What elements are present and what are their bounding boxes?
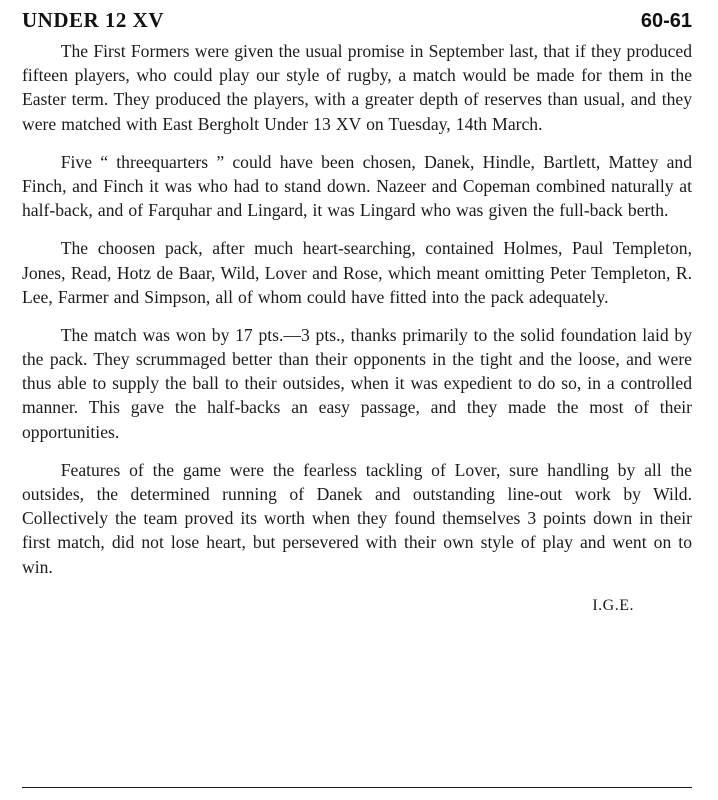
paragraph: The choosen pack, after much heart-searching, contained Holmes, Paul Templeton, Jones, Read, Hotz de Baar, Wild, Lover and Rose, which meant omitting Peter Templeton, R. Lee, Farmer and Simpson, all of whom could have fitted into the pack adequately.	[22, 238, 692, 307]
paragraph: The match was won by 17 pts.—3 pts., thanks primarily to the solid foundation laid by the pack. They scrummaged better than their opponents in the tight and the loose, and were thus able to supply the ball to their outsides, when it was expedient to do so, in a controlled manner. This gave the half-backs an easy passage, and they made the most of their opportunities.	[22, 324, 692, 442]
page-number: 60-61	[640, 10, 692, 32]
paragraph: Features of the game were the fearless tackling of Lover, sure handling by all the outsides, the determined running of Danek and outstanding line-out work by Wild. Collectively the team proved its worth when they found themselves 3 points down in their first match, did not lose heart, but persevered with their own style of play and went on to win.	[22, 459, 692, 577]
footer-divider	[22, 787, 692, 788]
page-header	[22, 8, 692, 33]
author-initials: I.G.E.	[592, 596, 634, 614]
page-title: UNDER 12 XV	[22, 8, 164, 32]
paragraph: Five “ threequarters ” could have been chosen, Danek, Hindle, Bartlett, Mattey and Finch, and Finch it was who had to stand down. Nazeer and Copeman combined naturally at half-back, and of Farquhar and Lingard, it was Lingard who was given the full-back berth.	[22, 151, 692, 221]
paragraph: The First Formers were given the usual promise in September last, that if they produced fifteen players, who could play our style of rugby, a match would be made for them in the Easter term. They produced the players, with a greater depth of reserves than usual, and they were matched with East Bergholt Under 13 XV on Tuesday, 14th March.	[22, 41, 692, 134]
article-body	[22, 39, 692, 579]
